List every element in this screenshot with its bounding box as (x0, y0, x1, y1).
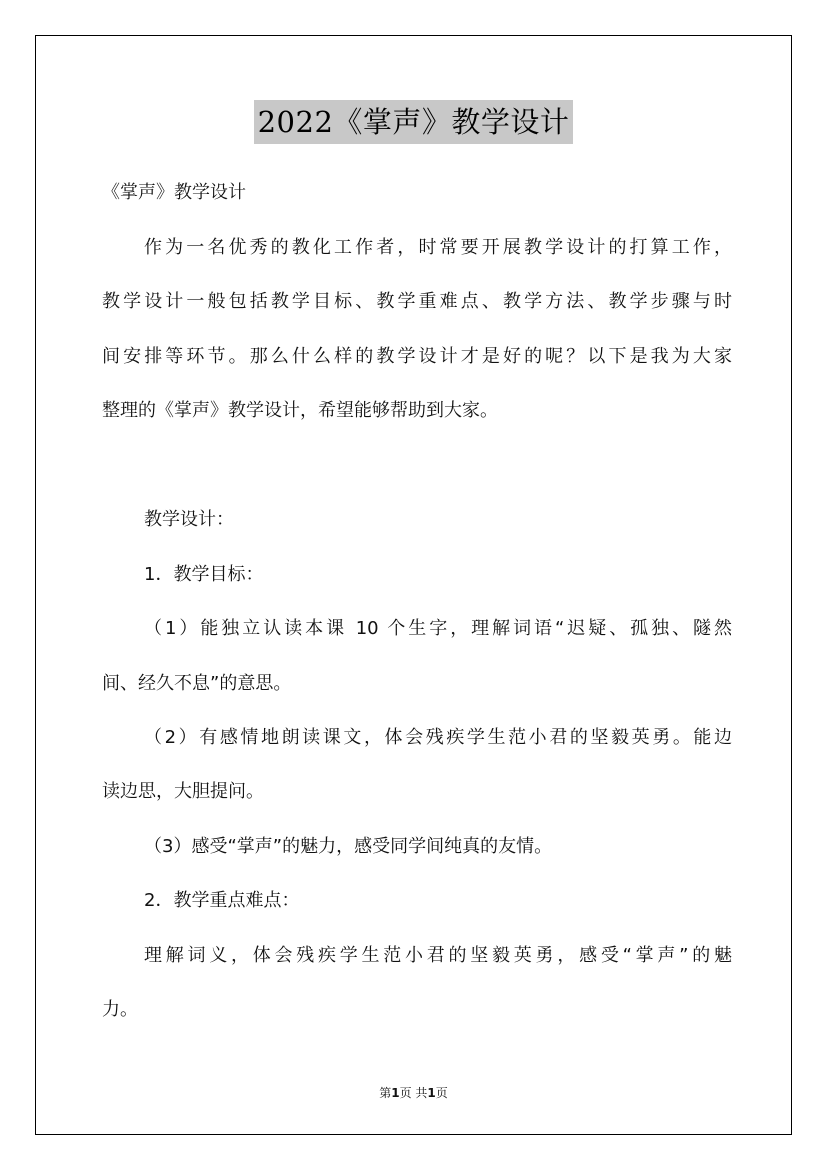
page-footer (0, 1084, 827, 1101)
footer-total-pages: 1 (427, 1086, 436, 1100)
intro-line-1: 作为一名优秀的教化工作者，时常要开展教学设计的打算工作， (144, 237, 732, 258)
keypoints-heading: 2．教学重点难点： (144, 890, 300, 911)
footer-mid: 页 共 (399, 1086, 428, 1100)
subtitle: 《掌声》教学设计 (102, 182, 246, 203)
goal-3: （3）感受“掌声”的魅力，感受同学间纯真的友情。 (144, 836, 553, 857)
intro-line-3: 间安排等环节。那么什么样的教学设计才是好的呢？以下是我为大家 (102, 346, 732, 367)
goal-2-line-2: 读边思，大胆提问。 (102, 781, 264, 802)
goal-1-line-1: （1）能独立认读本课 10 个生字，理解词语“迟疑、孤独、隧然 (144, 618, 732, 639)
design-label: 教学设计： (144, 509, 234, 530)
title-container (0, 100, 827, 144)
intro-line-2: 教学设计一般包括教学目标、教学重难点、教学方法、教学步骤与时 (102, 291, 732, 312)
goals-heading: 1．教学目标： (144, 564, 264, 585)
footer-page-number: 1 (391, 1086, 400, 1100)
document-title: 2022《掌声》教学设计 (254, 100, 574, 144)
intro-line-4: 整理的《掌声》教学设计，希望能够帮助到大家。 (102, 400, 498, 421)
keypoints-line-1: 理解词义，体会残疾学生范小君的坚毅英勇，感受“掌声”的魅 (144, 945, 732, 966)
footer-prefix: 第 (379, 1086, 392, 1100)
goal-2-line-1: （2）有感情地朗读课文，体会残疾学生范小君的坚毅英勇。能边 (144, 727, 732, 748)
keypoints-line-2: 力。 (102, 999, 138, 1020)
goal-1-line-2: 间、经久不息”的意思。 (102, 673, 292, 694)
footer-suffix: 页 (435, 1086, 448, 1100)
